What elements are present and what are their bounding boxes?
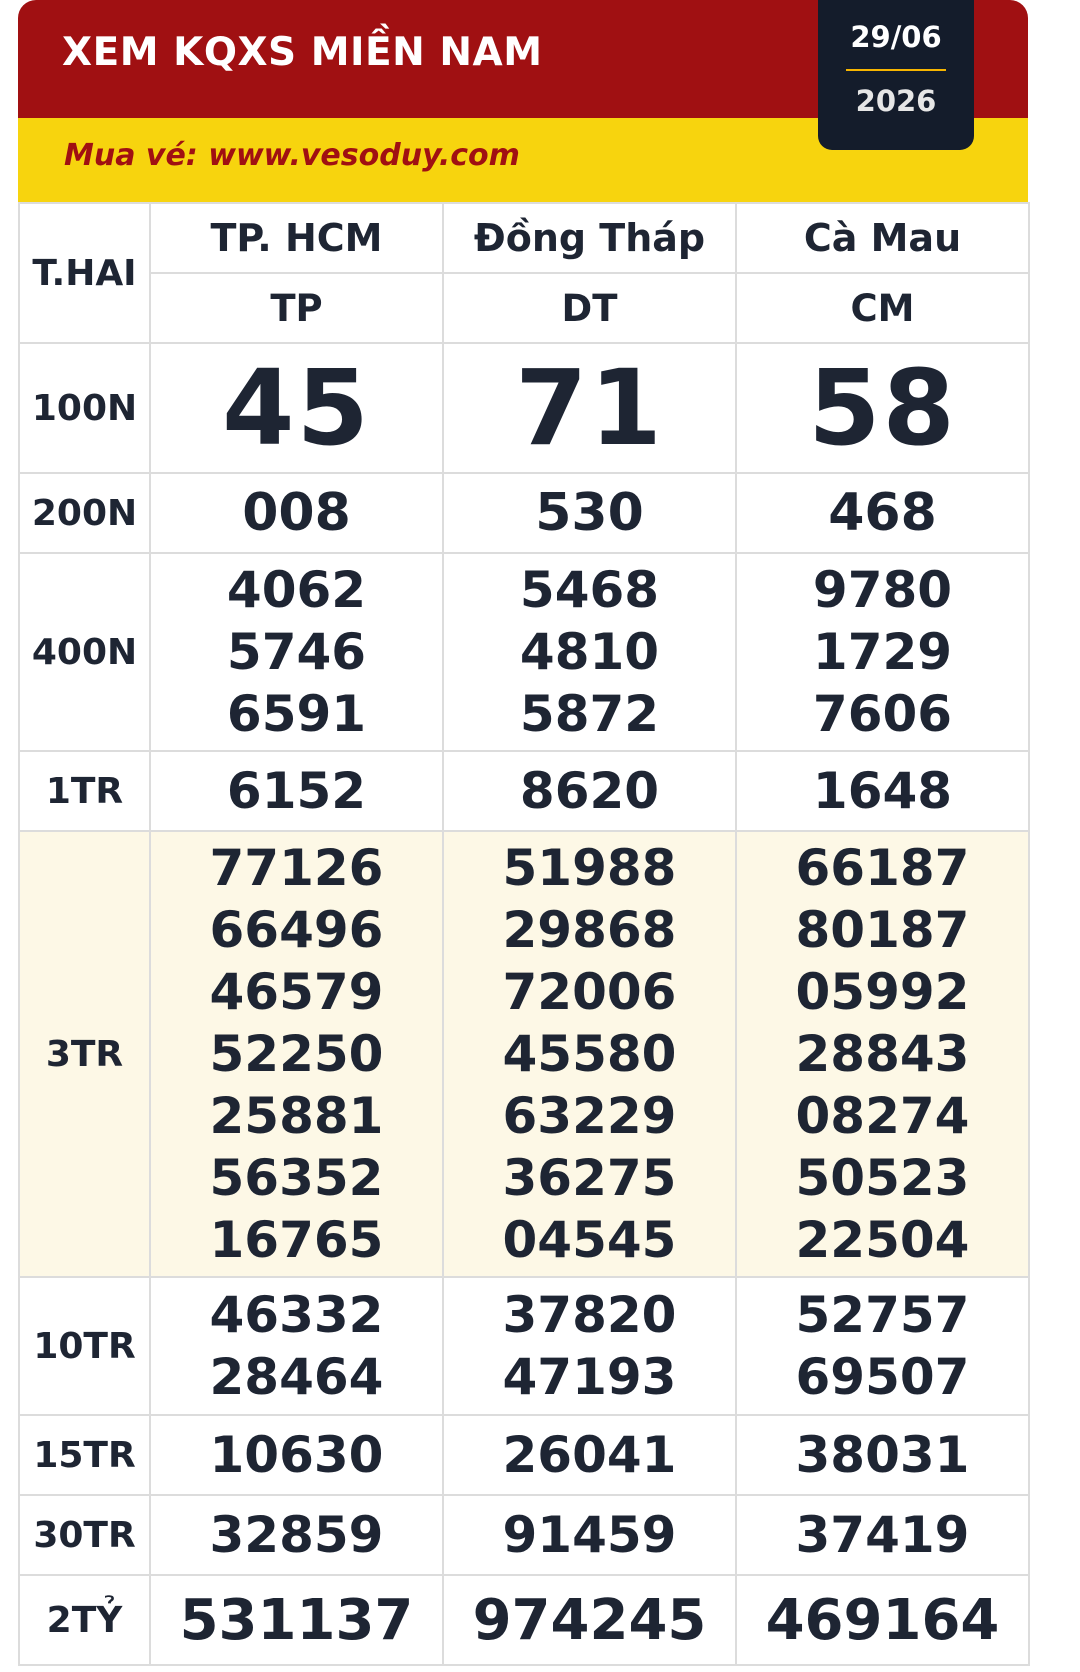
province-name: Đồng Tháp — [443, 203, 736, 273]
prize-value: 63229 — [502, 1087, 677, 1145]
prize-value: 6591 — [226, 685, 367, 743]
prize-label: 1TR — [19, 751, 150, 831]
prize-value: 05992 — [795, 963, 970, 1021]
prize-row-g2 — [19, 1415, 1029, 1495]
prize-cell — [736, 553, 1029, 751]
prize-value: 91459 — [443, 1495, 736, 1575]
prize-value: 29868 — [502, 901, 677, 959]
prize-row-g5 — [19, 751, 1029, 831]
prize-value: 7606 — [812, 685, 953, 743]
prize-value: 28464 — [209, 1348, 384, 1406]
prize-value: 37820 — [502, 1286, 677, 1344]
prize-value: 46332 — [209, 1286, 384, 1344]
prize-value: 4810 — [519, 623, 660, 681]
date-badge — [818, 0, 974, 150]
prize-value: 5746 — [226, 623, 367, 681]
prize-value: 77126 — [209, 839, 384, 897]
prize-label: 2TỶ — [19, 1575, 150, 1665]
prize-value: 52757 — [795, 1286, 970, 1344]
jackpot-value: 974245 — [443, 1575, 736, 1665]
prize-value: 66187 — [795, 839, 970, 897]
prize-value: 45580 — [502, 1025, 677, 1083]
prize-value: 72006 — [502, 963, 677, 1021]
buy-link[interactable]: Mua vé: www.vesoduy.com — [64, 138, 520, 173]
results-card — [18, 0, 1028, 1672]
day-label: T.HAI — [19, 203, 150, 343]
prize-label: 10TR — [19, 1277, 150, 1415]
prize-value: 51988 — [502, 839, 677, 897]
prize-value: 66496 — [209, 901, 384, 959]
prize-value: 26041 — [443, 1415, 736, 1495]
prize-value: 1648 — [736, 751, 1029, 831]
prize-row-g6 — [19, 553, 1029, 751]
prize-value: 28843 — [795, 1025, 970, 1083]
date-year: 2026 — [855, 84, 937, 118]
prize-value: 58 — [736, 343, 1029, 473]
prize-value: 46579 — [209, 963, 384, 1021]
province-code: CM — [736, 273, 1029, 343]
prize-value: 10630 — [150, 1415, 443, 1495]
prize-row-g4 — [19, 831, 1029, 1277]
province-name-row — [19, 203, 1029, 273]
prize-value: 56352 — [209, 1149, 384, 1207]
prize-value: 52250 — [209, 1025, 384, 1083]
prize-label: 100N — [19, 343, 150, 473]
province-code: DT — [443, 273, 736, 343]
prize-cell — [736, 831, 1029, 1277]
prize-cell — [150, 1277, 443, 1415]
prize-cell — [150, 553, 443, 751]
results-table — [18, 202, 1030, 1666]
prize-value: 22504 — [795, 1211, 970, 1269]
prize-value: 50523 — [795, 1149, 970, 1207]
prize-value: 32859 — [150, 1495, 443, 1575]
prize-value: 16765 — [209, 1211, 384, 1269]
prize-row-g1 — [19, 1495, 1029, 1575]
prize-label: 200N — [19, 473, 150, 553]
prize-label: 3TR — [19, 831, 150, 1277]
prize-value: 6152 — [150, 751, 443, 831]
prize-cell — [443, 553, 736, 751]
prize-cell — [443, 1277, 736, 1415]
page-title: XEM KQXS MIỀN NAM — [62, 30, 543, 75]
prize-label: 30TR — [19, 1495, 150, 1575]
date-day: 29/06 — [850, 20, 942, 54]
prize-value: 008 — [150, 473, 443, 553]
prize-value: 8620 — [443, 751, 736, 831]
prize-value: 9780 — [812, 561, 953, 619]
prize-value: 47193 — [502, 1348, 677, 1406]
prize-value: 80187 — [795, 901, 970, 959]
jackpot-value: 531137 — [150, 1575, 443, 1665]
province-name: TP. HCM — [150, 203, 443, 273]
date-divider — [846, 69, 946, 71]
province-name: Cà Mau — [736, 203, 1029, 273]
prize-row-special — [19, 1575, 1029, 1665]
prize-value: 5872 — [519, 685, 660, 743]
prize-cell — [443, 831, 736, 1277]
prize-value: 36275 — [502, 1149, 677, 1207]
prize-row-g7 — [19, 473, 1029, 553]
prize-label: 15TR — [19, 1415, 150, 1495]
prize-value: 69507 — [795, 1348, 970, 1406]
prize-value: 4062 — [226, 561, 367, 619]
prize-row-g3 — [19, 1277, 1029, 1415]
prize-value: 08274 — [795, 1087, 970, 1145]
prize-row-g8 — [19, 343, 1029, 473]
prize-value: 45 — [150, 343, 443, 473]
province-code-row — [19, 273, 1029, 343]
prize-value: 38031 — [736, 1415, 1029, 1495]
jackpot-value: 469164 — [736, 1575, 1029, 1665]
prize-value: 5468 — [519, 561, 660, 619]
prize-value: 1729 — [812, 623, 953, 681]
province-code: TP — [150, 273, 443, 343]
prize-label: 400N — [19, 553, 150, 751]
prize-value: 71 — [443, 343, 736, 473]
prize-value: 04545 — [502, 1211, 677, 1269]
prize-value: 37419 — [736, 1495, 1029, 1575]
prize-value: 468 — [736, 473, 1029, 553]
prize-value: 530 — [443, 473, 736, 553]
prize-value: 25881 — [209, 1087, 384, 1145]
prize-cell — [150, 831, 443, 1277]
prize-cell — [736, 1277, 1029, 1415]
